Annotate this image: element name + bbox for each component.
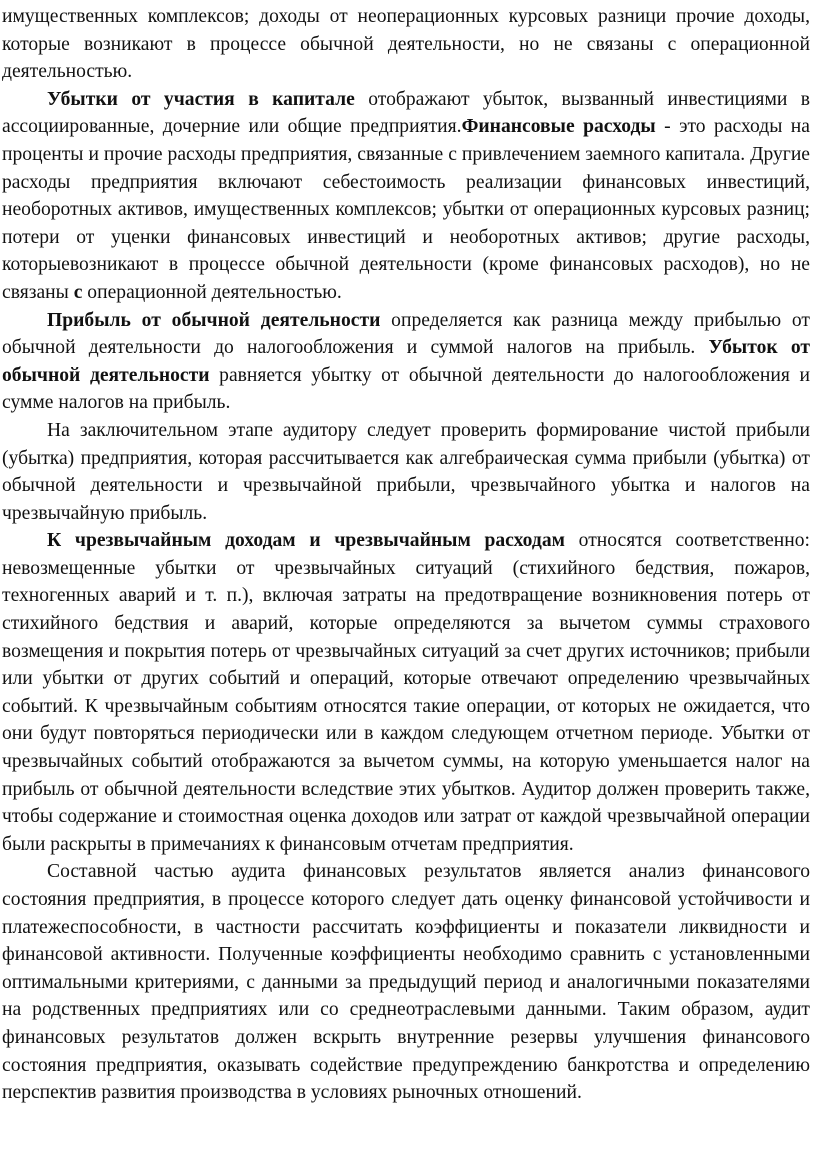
bold-letter: с [73, 281, 83, 303]
paragraph-text: - это расходы на проценты и прочие расходы предприятия, связанные с привлечением заемного капитала. Другие расходы предприятия включают себестоимость реализации финансовых инвестиций, необоротных активов, имущественных комплексов; убытки от операционных курсовых разниц; потери от уценки финансовых инвестиций и необоротных активов; другие расходы, которыевозникают в процессе обычной деятельности (кроме финансовых расходов), но не связаны [2, 116, 810, 303]
paragraph-ordinary-profit-loss [2, 307, 810, 417]
paragraph-financial-analysis [2, 858, 810, 1106]
paragraph-text: имущественных комплексов; доходы от неоперационных курсовых разници прочие доходы, которые возникают в процессе обычной деятельности, но не связаны с операционной деятельностью. [2, 6, 810, 83]
paragraph-text: операционной деятельностью. [82, 281, 342, 303]
term-ordinary-activity-loss: Убыток от обычной деятельности [2, 337, 810, 386]
paragraph-text: определяется как разница между прибылью от обычной деятельности до налогообложения и суммой налогов на прибыль. [2, 309, 810, 359]
paragraph-continuation [2, 3, 810, 86]
term-ordinary-activity-profit: Прибыль от обычной деятельности [47, 309, 381, 331]
paragraph-text: Составной частью аудита финансовых результатов является анализ финансового состояния предприятия, в процессе которого следует дать оценку финансовой устойчивости и платежеспособности, в частности рассчитать коэффициенты и показатели ликвидности и финансовой активности. Полученные коэффициенты необходимо сравнить с установленными оптимальными критериями, с данными за предыдущий период и аналогичными показателями на родственных предприятиях или со среднеотраслевыми данными. Таким образом, аудит финансовых результатов должен вскрыть внутренние резервы улучшения финансового состояния предприятия, оказывать содействие предупреждению банкротства и определению перспектив развития производства в условиях рыночных отношений. [2, 861, 810, 1104]
term-financial-expenses: Финансовые расходы [461, 116, 656, 138]
term-equity-participation-losses: Убытки от участия в капитале [47, 88, 355, 110]
paragraph-extraordinary-items [2, 527, 810, 858]
paragraph-text: равняется убытку от обычной деятельности до налогообложения и сумме налогов на прибыль. [2, 364, 810, 414]
paragraph-text: отображают убыток, вызванный инвестициями в ассоциированные, дочерние или общие предприятия. [2, 88, 810, 138]
term-extraordinary-income-expenses: К чрезвычайным доходам и чрезвычайным расходам [47, 530, 565, 552]
paragraph-text: На заключительном этапе аудитору следует проверить формирование чистой прибыли (убытка) предприятия, которая рассчитывается как алгебраическая сумма прибыли (убытка) от обычной деятельности и чрезвычайной прибыли, чрезвычайного убытка и налогов на чрезвычайную прибыль. [2, 419, 810, 524]
paragraph-equity-losses-financial-expenses [2, 86, 810, 307]
paragraph-text: относятся соответственно: невозмещенные убытки от чрезвычайных ситуаций (стихийного бедствия, пожаров, техногенных аварий и т. п.), включая затраты на предотвращение возникновения потерь от стихийного бедствия и аварий, которые определяются за вычетом суммы страхового возмещения и покрытия потерь от чрезвычайных ситуаций за счет других источников; прибыли или убытки от других событий и операций, которые отвечают определению чрезвычайных событий. К чрезвычайным событиям относятся такие операции, от которых не ожидается, что они будут повторяться периодически или в каждом следующем отчетном периоде. Убытки от чрезвычайных событий отображаются за вычетом суммы, на которую уменьшается налог на прибыль от обычной деятельности вследствие этих убытков. Аудитор должен проверить также, чтобы содержание и стоимостная оценка доходов или затрат от каждой чрезвычайной операции были раскрыты в примечаниях к финансовым отчетам предприятия. [2, 530, 810, 855]
paragraph-net-profit-check [2, 417, 810, 527]
